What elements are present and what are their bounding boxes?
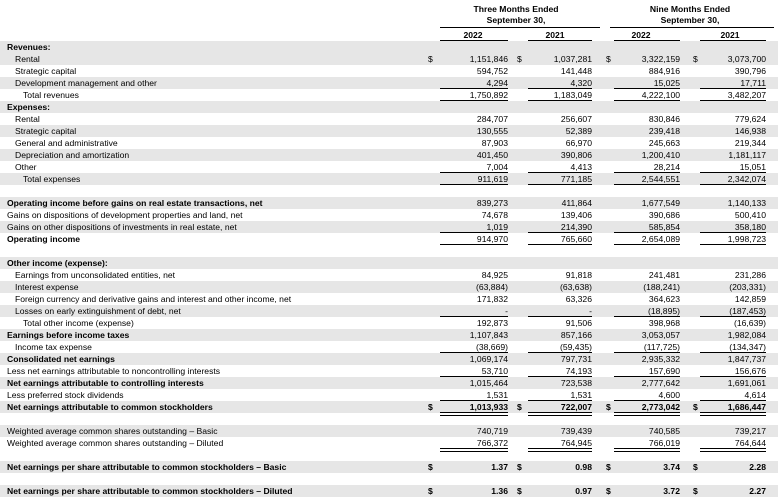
value-cell: 1,686,447 [727, 402, 766, 412]
value-cell: 2,773,042 [641, 402, 680, 412]
row-label: Gains on other dispositions of investments in real estate, net [7, 222, 237, 232]
value-cell: 4,222,100 [641, 90, 680, 100]
row-label: Interest expense [15, 282, 79, 292]
value-cell: 390,686 [648, 210, 680, 220]
value-cell: 256,607 [560, 114, 592, 124]
dollar-sign: $ [606, 486, 611, 496]
value-cell: 63,326 [565, 294, 592, 304]
value-cell: 1,015,464 [469, 378, 508, 388]
year-col-2: 2021 [545, 30, 565, 40]
value-cell: 245,663 [648, 138, 680, 148]
value-cell: 1,037,281 [553, 54, 592, 64]
value-cell: 15,025 [653, 78, 680, 88]
value-cell: 53,710 [481, 366, 508, 376]
value-cell: 130,555 [476, 126, 508, 136]
row-label: Earnings from unconsolidated entities, net [15, 270, 176, 280]
value-cell: 192,873 [476, 318, 508, 328]
value-cell: 241,481 [648, 270, 680, 280]
value-cell: (16,639) [733, 318, 766, 328]
value-cell: 722,007 [560, 402, 592, 412]
header-three-months [432, 4, 600, 26]
value-cell: 84,925 [481, 270, 508, 280]
value-cell: 739,217 [734, 426, 766, 436]
dollar-sign: $ [693, 54, 698, 64]
row-label: Gains on dispositions of development properties and land, net [7, 210, 243, 220]
value-cell: 765,660 [560, 234, 592, 244]
value-cell: 771,185 [560, 174, 592, 184]
value-cell: 3.72 [663, 486, 680, 496]
value-cell: (134,347) [729, 342, 766, 352]
value-cell: 139,406 [560, 210, 592, 220]
dollar-sign: $ [428, 462, 433, 472]
dollar-sign: $ [428, 54, 433, 64]
row-label: Net earnings per share attributable to common stockholders – Diluted [7, 486, 293, 496]
table-row [0, 269, 778, 281]
value-cell: 1,847,737 [727, 354, 766, 364]
table-row [0, 209, 778, 221]
value-cell: 1,183,049 [553, 90, 592, 100]
year-col-4: 2021 [720, 30, 740, 40]
value-cell: 4,413 [570, 162, 592, 172]
value-cell: 141,448 [560, 66, 592, 76]
value-cell: 0.97 [575, 486, 592, 496]
value-cell: 2.27 [749, 486, 766, 496]
value-cell: 411,864 [561, 198, 592, 208]
value-cell: 1,531 [570, 390, 592, 400]
value-cell: 1,151,846 [469, 54, 508, 64]
value-cell: 364,623 [648, 294, 680, 304]
value-cell: 914,970 [476, 234, 508, 244]
value-cell: 830,846 [648, 114, 680, 124]
row-label: Income tax expense [15, 342, 92, 352]
value-cell: 594,752 [476, 66, 508, 76]
table-row [0, 485, 778, 497]
value-cell: 74,678 [481, 210, 508, 220]
value-cell: 764,945 [560, 438, 592, 448]
value-cell: 4,294 [486, 78, 508, 88]
value-cell: 585,854 [648, 222, 680, 232]
value-cell: 740,719 [476, 426, 508, 436]
dollar-sign: $ [517, 462, 522, 472]
dollar-sign: $ [693, 486, 698, 496]
value-cell: 401,450 [476, 150, 508, 160]
table-row [0, 281, 778, 293]
spacer-row [0, 245, 778, 257]
row-label: Consolidated net earnings [7, 354, 115, 364]
row-label: Expenses: [7, 102, 50, 112]
value-cell: 857,166 [560, 330, 592, 340]
value-cell: 74,193 [565, 366, 592, 376]
table-row [0, 377, 778, 389]
value-cell: 1,181,117 [728, 150, 766, 160]
value-cell: 3,073,700 [727, 54, 766, 64]
value-cell: 0.98 [575, 462, 592, 472]
value-cell: 1,140,133 [727, 198, 766, 208]
value-cell: 15,051 [739, 162, 766, 172]
table-row [0, 257, 778, 269]
value-cell: (18,895) [647, 306, 680, 316]
dollar-sign: $ [606, 462, 611, 472]
dollar-sign: $ [517, 54, 522, 64]
table-row [0, 317, 778, 329]
value-cell: 28,214 [653, 162, 680, 172]
value-cell: 1,998,723 [727, 234, 766, 244]
value-cell: 2,544,551 [641, 174, 680, 184]
value-cell: 219,344 [734, 138, 766, 148]
value-cell: 390,806 [560, 150, 592, 160]
row-label: Earnings before income taxes [7, 330, 130, 340]
table-row [0, 137, 778, 149]
value-cell: 231,286 [734, 270, 766, 280]
value-cell: 4,600 [658, 390, 680, 400]
row-label: Development management and other [15, 78, 157, 88]
row-label: Rental [15, 114, 40, 124]
nine-months-period: September 30, [660, 15, 720, 25]
value-cell: 779,624 [734, 114, 766, 124]
header-rule-nine [610, 27, 774, 28]
value-cell: 358,180 [734, 222, 766, 232]
row-label: Strategic capital [15, 126, 77, 136]
table-row [0, 53, 778, 65]
value-cell: (38,669) [475, 342, 508, 352]
spacer-row [0, 413, 778, 425]
value-cell: 157,690 [648, 366, 680, 376]
spacer-row [0, 185, 778, 197]
value-cell: 739,439 [560, 426, 592, 436]
row-label: Depreciation and amortization [15, 150, 130, 160]
row-label: Net earnings per share attributable to common stockholders – Basic [7, 462, 287, 472]
spacer-row [0, 449, 778, 461]
value-cell: (188,241) [643, 282, 680, 292]
value-cell: 884,916 [648, 66, 680, 76]
value-cell: 2,342,074 [727, 174, 766, 184]
value-cell: (63,638) [559, 282, 592, 292]
dollar-sign: $ [428, 486, 433, 496]
table-row [0, 149, 778, 161]
value-cell: 4,320 [570, 78, 592, 88]
value-cell: 239,418 [648, 126, 680, 136]
value-cell: 1,200,410 [641, 150, 680, 160]
dollar-sign: $ [693, 462, 698, 472]
value-cell: 171,832 [476, 294, 508, 304]
value-cell: 1,013,933 [469, 402, 508, 412]
value-cell: 2,654,089 [641, 234, 680, 244]
value-cell: 91,506 [565, 318, 592, 328]
three-months-period: September 30, [486, 15, 546, 25]
value-cell: 723,538 [560, 378, 592, 388]
row-label: Weighted average common shares outstanding – Basic [7, 426, 218, 436]
row-label: Foreign currency and derivative gains and interest and other income, net [15, 294, 292, 304]
dollar-sign: $ [428, 402, 433, 412]
row-label: Total revenues [23, 90, 79, 100]
value-cell: (59,435) [559, 342, 592, 352]
value-cell: 1,531 [486, 390, 508, 400]
value-cell: 797,731 [560, 354, 592, 364]
table-row [0, 101, 778, 113]
value-cell: 2,935,332 [641, 354, 680, 364]
value-cell: (117,725) [643, 342, 680, 352]
value-cell: 1,019 [486, 222, 508, 232]
value-cell: 142,859 [734, 294, 766, 304]
year-col-3: 2022 [631, 30, 651, 40]
value-cell: 1.36 [491, 486, 508, 496]
table-row [0, 353, 778, 365]
row-label: Operating income [7, 234, 81, 244]
table-row [0, 65, 778, 77]
row-label: Operating income before gains on real estate transactions, net [7, 198, 263, 208]
value-cell: 1,750,892 [469, 90, 508, 100]
table-row [0, 41, 778, 53]
value-cell: 1,069,174 [469, 354, 508, 364]
value-cell: - [589, 306, 592, 316]
header-nine-months [606, 4, 774, 26]
nine-months-label: Nine Months Ended [649, 4, 731, 14]
value-cell: (63,884) [475, 282, 508, 292]
value-cell: 3,322,159 [641, 54, 680, 64]
value-cell: 1,107,843 [469, 330, 508, 340]
value-cell: 3,482,207 [727, 90, 766, 100]
row-label: Other income (expense): [7, 258, 108, 268]
dollar-sign: $ [693, 402, 698, 412]
value-cell: 766,019 [648, 438, 680, 448]
table-row [0, 125, 778, 137]
table-row [0, 461, 778, 473]
row-label: Net earnings attributable to controlling interests [7, 378, 204, 388]
value-cell: 87,903 [481, 138, 508, 148]
value-cell: 1,982,084 [727, 330, 766, 340]
row-label: Total other income (expense) [23, 318, 134, 328]
table-row [0, 113, 778, 125]
value-cell: 4,614 [744, 390, 766, 400]
value-cell: 284,707 [476, 114, 508, 124]
value-cell: (203,331) [729, 282, 766, 292]
value-cell: 740,585 [648, 426, 680, 436]
row-label: Other [15, 162, 37, 172]
value-cell: 66,970 [565, 138, 592, 148]
row-label: Less preferred stock dividends [7, 390, 124, 400]
value-cell: 91,818 [565, 270, 592, 280]
value-cell: 1.37 [491, 462, 508, 472]
value-cell: 52,389 [565, 126, 592, 136]
year-col-1: 2022 [463, 30, 483, 40]
value-cell: (187,453) [729, 306, 766, 316]
value-cell: 1,691,061 [727, 378, 766, 388]
dollar-sign: $ [517, 486, 522, 496]
value-cell: 17,711 [740, 78, 766, 88]
table-row [0, 197, 778, 209]
row-label: Weighted average common shares outstanding – Diluted [7, 438, 224, 448]
value-cell: 764,644 [734, 438, 766, 448]
table-row [0, 329, 778, 341]
row-label: Total expenses [23, 174, 81, 184]
value-cell: 390,796 [734, 66, 766, 76]
spacer-row [0, 473, 778, 485]
value-cell: - [505, 306, 508, 316]
value-cell: 2,777,642 [641, 378, 680, 388]
header-rule-three [440, 27, 600, 28]
value-cell: 214,390 [560, 222, 592, 232]
table-row [0, 425, 778, 437]
value-cell: 500,410 [734, 210, 766, 220]
row-label: Losses on early extinguishment of debt, net [15, 306, 181, 316]
row-label: Revenues: [7, 42, 51, 52]
value-cell: 156,676 [734, 366, 766, 376]
dollar-sign: $ [606, 402, 611, 412]
row-label: Rental [15, 54, 40, 64]
three-months-label: Three Months Ended [473, 4, 559, 14]
value-cell: 3.74 [663, 462, 680, 472]
row-label: Less net earnings attributable to noncontrolling interests [7, 366, 221, 376]
value-cell: 911,619 [477, 174, 508, 184]
table-row [0, 293, 778, 305]
row-label: Strategic capital [15, 66, 77, 76]
value-cell: 146,938 [734, 126, 766, 136]
value-cell: 766,372 [476, 438, 508, 448]
value-cell: 1,677,549 [641, 198, 680, 208]
dollar-sign: $ [606, 54, 611, 64]
value-cell: 7,004 [486, 162, 508, 172]
row-label: General and administrative [15, 138, 118, 148]
value-cell: 3,053,057 [641, 330, 680, 340]
value-cell: 398,968 [648, 318, 680, 328]
dollar-sign: $ [517, 402, 522, 412]
row-label: Net earnings attributable to common stockholders [7, 402, 213, 412]
value-cell: 839,273 [476, 198, 508, 208]
value-cell: 2.28 [749, 462, 766, 472]
